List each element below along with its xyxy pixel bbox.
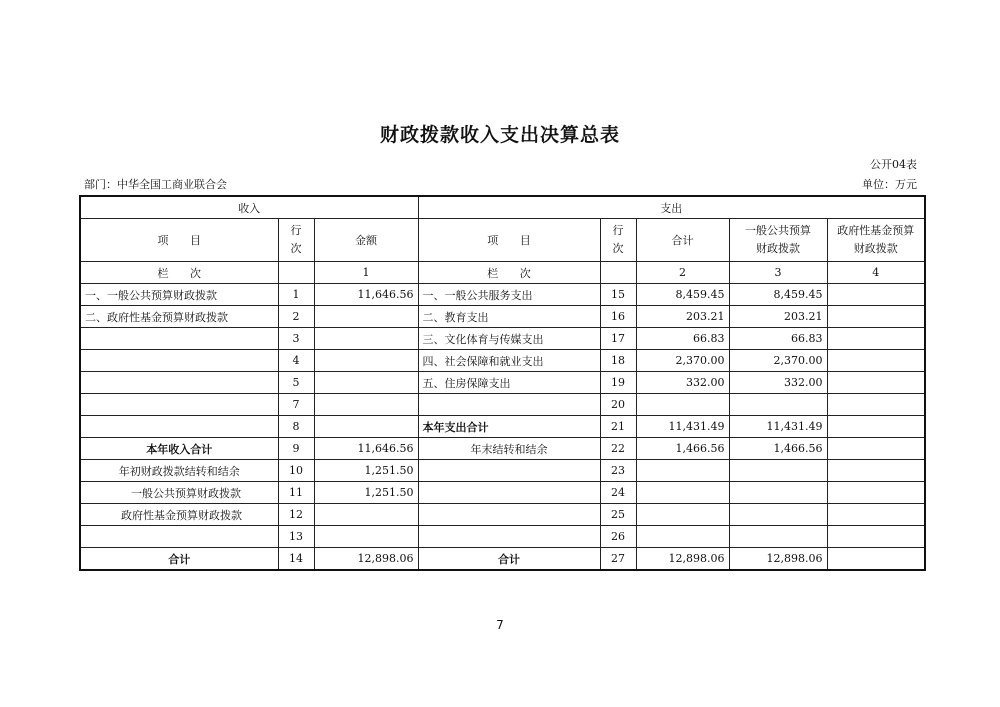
expense-gov-fund [827, 372, 925, 394]
income-item [80, 372, 278, 394]
expense-total: 8,459.45 [636, 284, 729, 306]
expense-row-no: 23 [600, 460, 636, 482]
income-row-no: 9 [278, 438, 314, 460]
income-row-no: 14 [278, 548, 314, 571]
expense-total-header: 合计 [636, 219, 729, 262]
income-row-no: 7 [278, 394, 314, 416]
expense-row-no: 25 [600, 504, 636, 526]
income-amount [314, 328, 418, 350]
budget-summary-table [79, 195, 926, 571]
income-row-no: 3 [278, 328, 314, 350]
blank-cell [278, 262, 314, 284]
expense-general-budget: 332.00 [729, 372, 827, 394]
col-index-4: 4 [827, 262, 925, 284]
expense-gov-fund [827, 526, 925, 548]
income-row-no: 10 [278, 460, 314, 482]
income-item: 一、一般公共预算财政拨款 [80, 284, 278, 306]
table-row [80, 482, 925, 504]
expense-item: 一、一般公共服务支出 [418, 284, 600, 306]
blank-cell [600, 262, 636, 284]
expense-item [418, 394, 600, 416]
expense-header: 支出 [418, 196, 925, 219]
expense-general-budget: 12,898.06 [729, 548, 827, 571]
expense-row-no: 19 [600, 372, 636, 394]
income-amount: 11,646.56 [314, 284, 418, 306]
income-grand-total-label: 合计 [80, 548, 278, 571]
expense-total [636, 526, 729, 548]
table-row [80, 372, 925, 394]
income-item-header: 项 目 [80, 219, 278, 262]
income-amount-header: 金额 [314, 219, 418, 262]
income-amount [314, 416, 418, 438]
expense-row-no: 16 [600, 306, 636, 328]
expense-general-budget [729, 394, 827, 416]
expense-total: 332.00 [636, 372, 729, 394]
income-amount: 1,251.50 [314, 482, 418, 504]
expense-gov-fund [827, 306, 925, 328]
table-row [80, 284, 925, 306]
income-item [80, 394, 278, 416]
unit-label: 单位：万元 [862, 178, 917, 191]
expense-total [636, 394, 729, 416]
expense-total [636, 504, 729, 526]
expense-item: 四、社会保障和就业支出 [418, 350, 600, 372]
expense-gov-fund [827, 460, 925, 482]
expense-row-no-header: 行 次 [600, 219, 636, 262]
expense-general-budget [729, 504, 827, 526]
expense-gov-fund [827, 394, 925, 416]
income-amount: 11,646.56 [314, 438, 418, 460]
income-row-no: 11 [278, 482, 314, 504]
income-amount [314, 372, 418, 394]
gov-fund-header: 政府性基金预算 财政拨款 [827, 219, 925, 262]
expense-item [418, 460, 600, 482]
income-row-no: 2 [278, 306, 314, 328]
table-row [80, 504, 925, 526]
income-row-no: 1 [278, 284, 314, 306]
income-col-label: 栏 次 [80, 262, 278, 284]
income-item [80, 350, 278, 372]
expense-gov-fund [827, 350, 925, 372]
expense-row-no: 21 [600, 416, 636, 438]
income-amount [314, 350, 418, 372]
income-item [80, 526, 278, 548]
expense-total: 203.21 [636, 306, 729, 328]
income-amount [314, 394, 418, 416]
expense-general-budget [729, 526, 827, 548]
income-item: 政府性基金预算财政拨款 [80, 504, 278, 526]
expense-gov-fund [827, 416, 925, 438]
expense-gov-fund [827, 438, 925, 460]
expense-total: 2,370.00 [636, 350, 729, 372]
income-amount: 12,898.06 [314, 548, 418, 571]
income-amount: 1,251.50 [314, 460, 418, 482]
col-index-3: 3 [729, 262, 827, 284]
form-number: 公开04表 [870, 158, 917, 171]
table-row [80, 548, 925, 571]
expense-general-budget: 66.83 [729, 328, 827, 350]
table-row [80, 350, 925, 372]
expense-row-no: 26 [600, 526, 636, 548]
expense-item [418, 526, 600, 548]
income-subtotal-label: 本年收入合计 [80, 438, 278, 460]
expense-total [636, 482, 729, 504]
expense-total: 66.83 [636, 328, 729, 350]
income-item [80, 416, 278, 438]
table-row [80, 526, 925, 548]
expense-item: 二、教育支出 [418, 306, 600, 328]
page-number: 7 [496, 618, 504, 632]
income-header: 收入 [80, 196, 418, 219]
expense-gov-fund [827, 504, 925, 526]
expense-total: 12,898.06 [636, 548, 729, 571]
expense-row-no: 27 [600, 548, 636, 571]
income-row-no: 5 [278, 372, 314, 394]
income-amount [314, 526, 418, 548]
income-item: 二、政府性基金预算财政拨款 [80, 306, 278, 328]
department-label: 部门：中华全国工商业联合会 [84, 178, 227, 191]
table-row [80, 394, 925, 416]
expense-general-budget: 1,466.56 [729, 438, 827, 460]
income-row-no-header: 行 次 [278, 219, 314, 262]
income-item: 一般公共预算财政拨款 [80, 482, 278, 504]
expense-item: 三、文化体育与传媒支出 [418, 328, 600, 350]
expense-gov-fund [827, 482, 925, 504]
expense-row-no: 17 [600, 328, 636, 350]
income-row-no: 13 [278, 526, 314, 548]
expense-general-budget: 8,459.45 [729, 284, 827, 306]
income-amount [314, 306, 418, 328]
income-amount [314, 504, 418, 526]
table-row [80, 416, 925, 438]
table-row [80, 460, 925, 482]
expense-col-label: 栏 次 [418, 262, 600, 284]
income-row-no: 12 [278, 504, 314, 526]
col-index-2: 2 [636, 262, 729, 284]
income-row-no: 8 [278, 416, 314, 438]
income-item: 年初财政拨款结转和结余 [80, 460, 278, 482]
general-budget-header: 一般公共预算 财政拨款 [729, 219, 827, 262]
expense-general-budget: 203.21 [729, 306, 827, 328]
expense-subtotal-label: 本年支出合计 [418, 416, 600, 438]
expense-row-no: 20 [600, 394, 636, 416]
expense-general-budget [729, 460, 827, 482]
expense-row-no: 18 [600, 350, 636, 372]
expense-total [636, 460, 729, 482]
col-index-1: 1 [314, 262, 418, 284]
income-item [80, 328, 278, 350]
table-row [80, 438, 925, 460]
expense-row-no: 24 [600, 482, 636, 504]
table-row [80, 306, 925, 328]
expense-total: 11,431.49 [636, 416, 729, 438]
expense-gov-fund [827, 548, 925, 571]
expense-item-header: 项 目 [418, 219, 600, 262]
expense-gov-fund [827, 328, 925, 350]
expense-item: 五、住房保障支出 [418, 372, 600, 394]
expense-general-budget: 11,431.49 [729, 416, 827, 438]
expense-gov-fund [827, 284, 925, 306]
expense-item: 年末结转和结余 [418, 438, 600, 460]
expense-row-no: 15 [600, 284, 636, 306]
table-row [80, 328, 925, 350]
expense-item [418, 482, 600, 504]
expense-general-budget [729, 482, 827, 504]
expense-total: 1,466.56 [636, 438, 729, 460]
income-row-no: 4 [278, 350, 314, 372]
expense-item [418, 504, 600, 526]
expense-general-budget: 2,370.00 [729, 350, 827, 372]
page-title: 财政拨款收入支出决算总表 [379, 124, 620, 146]
expense-row-no: 22 [600, 438, 636, 460]
expense-grand-total-label: 合计 [418, 548, 600, 571]
